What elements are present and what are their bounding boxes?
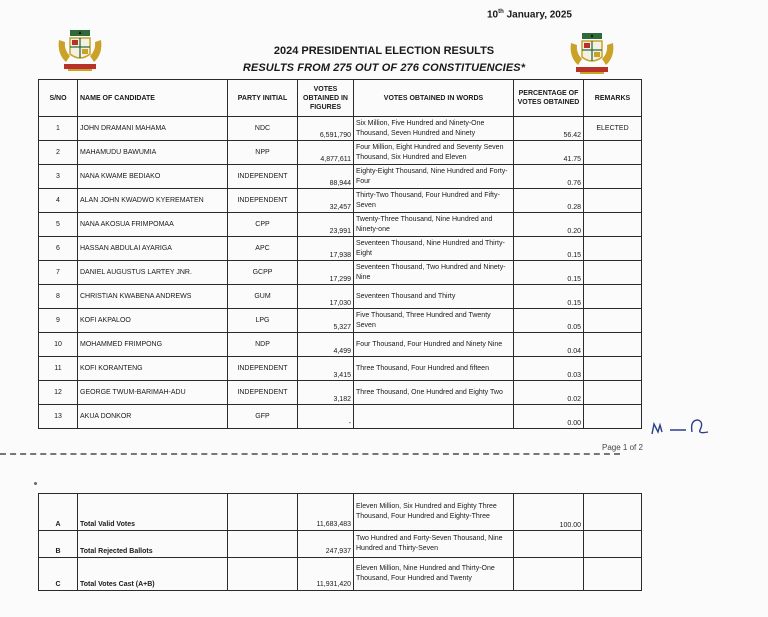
cell-remarks <box>584 189 642 213</box>
cell-total-percentage: 100.00 <box>514 494 584 531</box>
cell-party-initial: NDP <box>228 333 298 357</box>
cell-total-percentage <box>514 531 584 558</box>
cell-votes-figures: 3,415 <box>298 357 354 381</box>
cell-total-label: Total Votes Cast (A+B) <box>78 558 228 591</box>
cell-remarks <box>584 261 642 285</box>
header-candidate-name: NAME OF CANDIDATE <box>78 80 228 117</box>
cell-remarks <box>584 381 642 405</box>
cell-percentage: 0.76 <box>514 165 584 189</box>
cell-sno: 2 <box>39 141 78 165</box>
cell-sno: 6 <box>39 237 78 261</box>
cell-remarks <box>584 405 642 429</box>
page-break <box>0 453 620 455</box>
cell-party-initial: CPP <box>228 213 298 237</box>
table-row <box>39 285 642 309</box>
header-sno: S/NO <box>39 80 78 117</box>
cell-candidate-name: HASSAN ABDULAI AYARIGA <box>78 237 228 261</box>
cell-empty <box>584 558 642 591</box>
cell-votes-words: Seventeen Thousand, Two Hundred and Ninety-Nine <box>354 261 514 285</box>
table-row <box>39 141 642 165</box>
table-row <box>39 189 642 213</box>
table-row <box>39 381 642 405</box>
cell-candidate-name: KOFI AKPALOO <box>78 309 228 333</box>
totals-row <box>39 494 642 531</box>
header-remarks: REMARKS <box>584 80 642 117</box>
header-party-initial: PARTY INITIAL <box>228 80 298 117</box>
cell-percentage: 0.00 <box>514 405 584 429</box>
cell-sno: 10 <box>39 333 78 357</box>
header-votes-words: VOTES OBTAINED IN WORDS <box>354 80 514 117</box>
cell-percentage: 0.04 <box>514 333 584 357</box>
cell-votes-figures: 3,182 <box>298 381 354 405</box>
table-row <box>39 309 642 333</box>
cell-votes-figures: 5,327 <box>298 309 354 333</box>
cell-votes-words: Four Thousand, Four Hundred and Ninety Nine <box>354 333 514 357</box>
cell-percentage: 0.03 <box>514 357 584 381</box>
cell-percentage: 0.20 <box>514 213 584 237</box>
cell-percentage: 0.15 <box>514 237 584 261</box>
cell-party-initial: INDEPENDENT <box>228 165 298 189</box>
cell-candidate-name: AKUA DONKOR <box>78 405 228 429</box>
cell-empty <box>584 494 642 531</box>
signature <box>650 416 712 443</box>
cell-empty <box>584 531 642 558</box>
cell-candidate-name: CHRISTIAN KWABENA ANDREWS <box>78 285 228 309</box>
cell-party-initial: GFP <box>228 405 298 429</box>
cell-sno: 1 <box>39 117 78 141</box>
page-speck <box>34 482 37 485</box>
cell-remarks <box>584 285 642 309</box>
cell-candidate-name: MOHAMMED FRIMPONG <box>78 333 228 357</box>
cell-sno: 4 <box>39 189 78 213</box>
table-row <box>39 165 642 189</box>
cell-total-words: Eleven Million, Six Hundred and Eighty Three Thousand, Four Hundred and Eighty-Three <box>354 494 514 531</box>
cell-party-initial: NPP <box>228 141 298 165</box>
cell-total-code: A <box>39 494 78 531</box>
cell-total-figures: 11,683,483 <box>298 494 354 531</box>
cell-remarks: ELECTED <box>584 117 642 141</box>
cell-sno: 5 <box>39 213 78 237</box>
cell-remarks <box>584 333 642 357</box>
cell-party-initial: INDEPENDENT <box>228 189 298 213</box>
cell-total-figures: 11,931,420 <box>298 558 354 591</box>
cell-total-code: C <box>39 558 78 591</box>
table-row <box>39 237 642 261</box>
cell-percentage: 0.15 <box>514 261 584 285</box>
cell-empty <box>228 494 298 531</box>
cell-remarks <box>584 357 642 381</box>
cell-percentage: 0.05 <box>514 309 584 333</box>
cell-total-label: Total Rejected Ballots <box>78 531 228 558</box>
cell-sno: 9 <box>39 309 78 333</box>
header-percentage: PERCENTAGE OF VOTES OBTAINED <box>514 80 584 117</box>
cell-party-initial: INDEPENDENT <box>228 357 298 381</box>
cell-empty <box>228 531 298 558</box>
cell-votes-figures: 32,457 <box>298 189 354 213</box>
cell-total-label: Total Valid Votes <box>78 494 228 531</box>
cell-candidate-name: NANA AKOSUA FRIMPOMAA <box>78 213 228 237</box>
cell-votes-words: Seventeen Thousand, Nine Hundred and Thirty-Eight <box>354 237 514 261</box>
cell-votes-figures: 17,299 <box>298 261 354 285</box>
page-number: Page 1 of 2 <box>602 443 643 452</box>
cell-remarks <box>584 213 642 237</box>
cell-candidate-name: MAHAMUDU BAWUMIA <box>78 141 228 165</box>
cell-votes-words: Six Million, Five Hundred and Ninety-One Thousand, Seven Hundred and Ninety <box>354 117 514 141</box>
cell-votes-words: Five Thousand, Three Hundred and Twenty Seven <box>354 309 514 333</box>
cell-votes-words: Four Million, Eight Hundred and Seventy Seven Thousand, Six Hundred and Eleven <box>354 141 514 165</box>
cell-votes-figures: 4,877,611 <box>298 141 354 165</box>
cell-party-initial: GUM <box>228 285 298 309</box>
cell-percentage: 0.28 <box>514 189 584 213</box>
cell-party-initial: APC <box>228 237 298 261</box>
cell-total-words: Eleven Million, Nine Hundred and Thirty-One Thousand, Four Hundred and Twenty <box>354 558 514 591</box>
cell-candidate-name: DANIEL AUGUSTUS LARTEY JNR. <box>78 261 228 285</box>
cell-votes-figures: 4,499 <box>298 333 354 357</box>
cell-votes-figures: - <box>298 405 354 429</box>
cell-votes-words: Thirty-Two Thousand, Four Hundred and Fifty-Seven <box>354 189 514 213</box>
cell-candidate-name: GEORGE TWUM-BARIMAH-ADU <box>78 381 228 405</box>
cell-votes-figures: 88,944 <box>298 165 354 189</box>
table-row <box>39 213 642 237</box>
cell-sno: 11 <box>39 357 78 381</box>
cell-party-initial: LPG <box>228 309 298 333</box>
cell-votes-words: Twenty-Three Thousand, Nine Hundred and Ninety-one <box>354 213 514 237</box>
cell-remarks <box>584 309 642 333</box>
cell-percentage: 0.02 <box>514 381 584 405</box>
cell-votes-words: Seventeen Thousand and Thirty <box>354 285 514 309</box>
cell-votes-words <box>354 405 514 429</box>
totals-row <box>39 558 642 591</box>
cell-sno: 13 <box>39 405 78 429</box>
table-row <box>39 117 642 141</box>
header-votes-figures: VOTES OBTAINED IN FIGURES <box>298 80 354 117</box>
cell-votes-words: Three Thousand, Four Hundred and fifteen <box>354 357 514 381</box>
document-subtitle: RESULTS FROM 275 OUT OF 276 CONSTITUENCIES* <box>242 62 526 74</box>
cell-votes-figures: 6,591,790 <box>298 117 354 141</box>
cell-candidate-name: JOHN DRAMANI MAHAMA <box>78 117 228 141</box>
cell-candidate-name: ALAN JOHN KWADWO KYEREMATEN <box>78 189 228 213</box>
cell-sno: 3 <box>39 165 78 189</box>
cell-remarks <box>584 165 642 189</box>
cell-party-initial: INDEPENDENT <box>228 381 298 405</box>
cell-total-words: Two Hundred and Forty-Seven Thousand, Nine Hundred and Thirty-Seven <box>354 531 514 558</box>
document-title: 2024 PRESIDENTIAL ELECTION RESULTS <box>273 45 495 57</box>
cell-total-code: B <box>39 531 78 558</box>
cell-percentage: 0.15 <box>514 285 584 309</box>
cell-remarks <box>584 141 642 165</box>
cell-party-initial: NDC <box>228 117 298 141</box>
cell-candidate-name: KOFI KORANTENG <box>78 357 228 381</box>
cell-remarks <box>584 237 642 261</box>
cell-votes-figures: 17,938 <box>298 237 354 261</box>
document-date: 10th January, 2025 <box>487 9 572 21</box>
cell-votes-figures: 17,030 <box>298 285 354 309</box>
cell-sno: 8 <box>39 285 78 309</box>
totals-row <box>39 531 642 558</box>
cell-votes-figures: 23,991 <box>298 213 354 237</box>
cell-votes-words: Three Thousand, One Hundred and Eighty Two <box>354 381 514 405</box>
cell-percentage: 41.75 <box>514 141 584 165</box>
cell-party-initial: GCPP <box>228 261 298 285</box>
cell-candidate-name: NANA KWAME BEDIAKO <box>78 165 228 189</box>
cell-total-figures: 247,937 <box>298 531 354 558</box>
cell-empty <box>228 558 298 591</box>
table-row <box>39 405 642 429</box>
cell-total-percentage <box>514 558 584 591</box>
table-row <box>39 333 642 357</box>
cell-sno: 12 <box>39 381 78 405</box>
table-row <box>39 357 642 381</box>
results-table <box>38 79 642 429</box>
totals-table <box>38 493 642 591</box>
table-row <box>39 261 642 285</box>
cell-percentage: 56.42 <box>514 117 584 141</box>
cell-votes-words: Eighty-Eight Thousand, Nine Hundred and Forty-Four <box>354 165 514 189</box>
cell-sno: 7 <box>39 261 78 285</box>
